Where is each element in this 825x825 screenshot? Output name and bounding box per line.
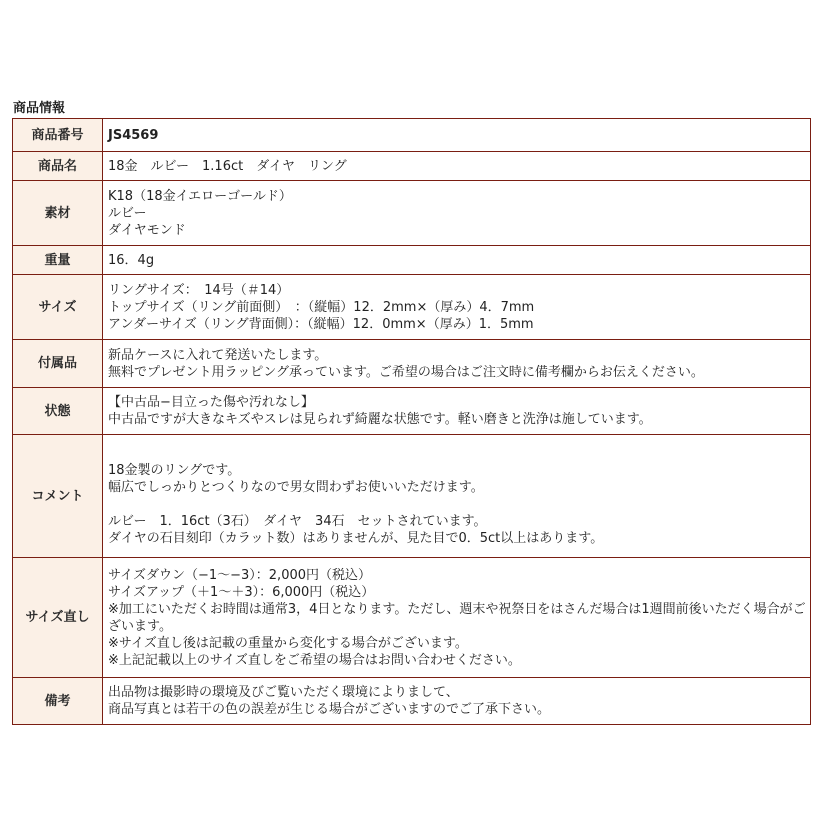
- value-line: 商品写真とは若干の色の誤差が生じる場合がございますのでご了承下さい。: [108, 702, 551, 717]
- value-line: K18（18金イエローゴールド）: [108, 188, 292, 204]
- row-value: [103, 275, 811, 340]
- row-label: 商品番号: [13, 119, 103, 152]
- row-value: [103, 152, 811, 181]
- section-title: 商品情報: [13, 101, 66, 116]
- value-line: 【中古品−目立った傷や汚れなし】: [108, 395, 314, 410]
- row-value: [103, 558, 811, 678]
- value-line: 出品物は撮影時の環境及びご覧いただく環境によりまして、: [108, 685, 459, 700]
- table-row-product-name: [13, 152, 811, 181]
- value-line: リングサイズ： 14号（＃14）: [108, 282, 290, 298]
- row-label: 素材: [13, 181, 103, 246]
- row-label: 付属品: [13, 340, 103, 388]
- value-line: 18金 ルビー 1.16ct ダイヤ リング: [108, 158, 347, 174]
- table-row-size: [13, 275, 811, 340]
- row-label: 備考: [13, 678, 103, 725]
- row-label: 重量: [13, 246, 103, 275]
- value-line: 中古品ですが大きなキズやスレは見られず綺麗な状態です。軽い磨きと洗浄は施しています。: [108, 412, 652, 427]
- value-line: 幅広でしっかりとつくりなので男女問わずお使いいただけます。: [108, 480, 484, 495]
- row-label: サイズ: [13, 275, 103, 340]
- row-label: 状態: [13, 388, 103, 435]
- value-line: ルビー: [108, 205, 147, 221]
- value-line: アンダーサイズ（リング背面側）：（縦幅）12．0mm×（厚み）1．5mm: [108, 316, 534, 332]
- row-label: 商品名: [13, 152, 103, 181]
- table-row-weight: [13, 246, 811, 275]
- value-line: サイズダウン（−1〜−3）：2,000円（税込）: [108, 567, 372, 583]
- row-value: [103, 119, 811, 152]
- row-value: [103, 678, 811, 725]
- product-info-table: [12, 118, 811, 725]
- value-line: JS4569: [108, 127, 159, 143]
- table-row-material: [13, 181, 811, 246]
- value-line: 新品ケースに入れて発送いたします。: [108, 347, 328, 363]
- table-row-comment: [13, 435, 811, 558]
- row-value: [103, 388, 811, 435]
- row-label: コメント: [13, 435, 103, 558]
- row-value: [103, 181, 811, 246]
- value-line: ※上記記載以上のサイズ直しをご希望の場合はお問い合わせください。: [108, 652, 521, 668]
- value-line: ルビー 1．16ct（3石） ダイヤ 34石 セットされています。: [108, 514, 487, 529]
- value-line: [108, 445, 806, 462]
- value-line: ※サイズ直し後は記載の重量から変化する場合がございます。: [108, 635, 468, 651]
- row-value: [103, 246, 811, 275]
- value-line: ダイヤモンド: [108, 222, 186, 238]
- table-row-resizing: [13, 558, 811, 678]
- value-line: サイズアップ（＋1〜＋3）：6,000円（税込）: [108, 584, 375, 600]
- table-row-product-number: [13, 119, 811, 152]
- value-line: [108, 496, 806, 513]
- row-label: サイズ直し: [13, 558, 103, 678]
- table-row-condition: [13, 388, 811, 435]
- value-line: ダイヤの石目刻印（カラット数）はありませんが、見た目で0．5ct以上はあります。: [108, 531, 604, 546]
- value-line: ※加工にいただくお時間は通常3，4日となります。ただし、週末や祝祭日をはさんだ場合は1週間前後いただく場合がございます。: [108, 601, 806, 634]
- table-row-accessories: [13, 340, 811, 388]
- value-line: 無料でプレゼント用ラッピング承っています。ご希望の場合はご注文時に備考欄からお伝えください。: [108, 364, 704, 380]
- row-value: [103, 435, 811, 558]
- value-line: 18金製のリングです。: [108, 463, 241, 478]
- value-line: トップサイズ（リング前面側） ：（縦幅）12．2mm×（厚み）4．7mm: [108, 299, 535, 315]
- value-line: 16．4g: [108, 252, 155, 268]
- table-row-remarks: [13, 678, 811, 725]
- row-value: [103, 340, 811, 388]
